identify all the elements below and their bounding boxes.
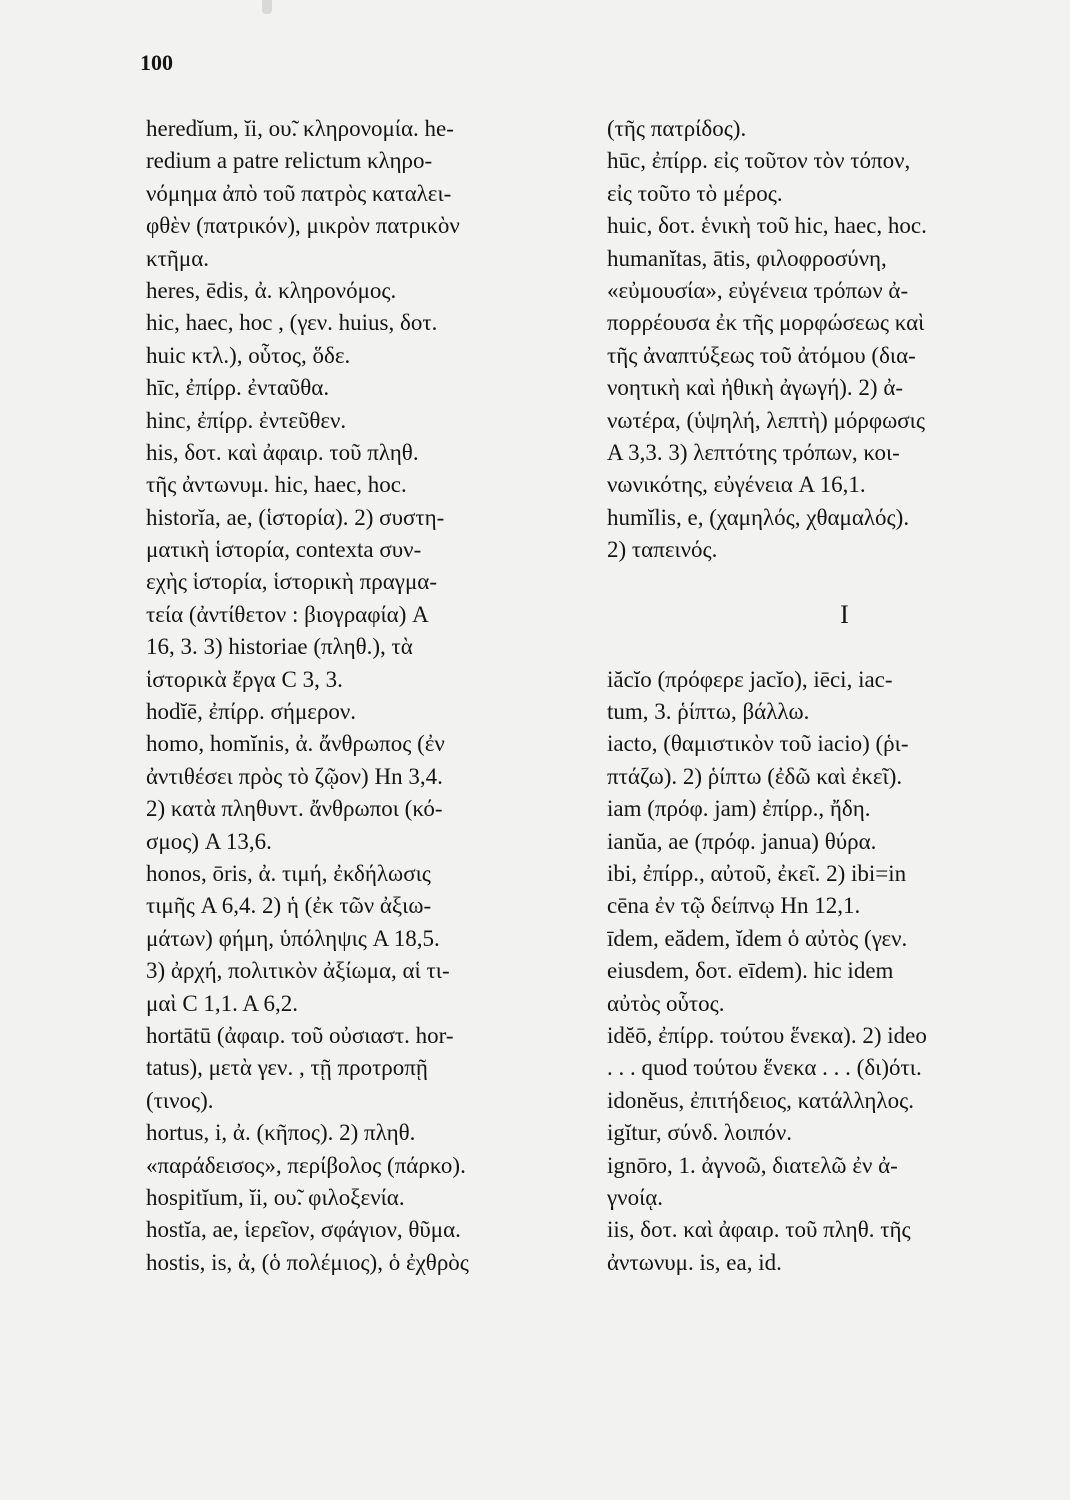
right-column-line: ignōro, 1. ἀγνοῶ, διατελῶ ἐν ἀ- [607, 1152, 898, 1178]
left-column-line: hortātū (ἀφαιρ. τοῦ οὐσιαστ. hor- [146, 1022, 454, 1048]
left-column-line: (τινος). [146, 1087, 214, 1113]
right-column-line: cēna ἐν τῷ δείπνῳ Hn 12,1. [607, 893, 861, 919]
right-column-line: A 3,3. 3) λεπτότης τρόπων, κοι- [607, 439, 900, 465]
left-column-line: honos, ōris, ἀ. τιμή, ἐκδήλωσις [146, 860, 431, 886]
right-column-line: γνοίᾳ. [607, 1184, 664, 1210]
right-column-line: iacto, (θαμιστικὸν τοῦ iacio) (ῥι- [607, 731, 909, 757]
right-column-line: humanĭtas, ātis, φιλοφροσύνη, [607, 245, 887, 271]
left-column-line: redium a patre relictum κληρο- [146, 148, 433, 174]
right-column-top-entries [607, 113, 1042, 566]
right-column [607, 113, 1042, 1279]
left-column-line: ματικὴ ἱστορία, contexta συν- [146, 537, 422, 563]
right-column-line: humĭlis, e, (χαμηλός, χθαμαλός). [607, 504, 910, 530]
left-column-line: historĭa, ae, (ἱστορία). 2) συστη- [146, 504, 445, 530]
left-column-line: νόμημα ἀπὸ τοῦ πατρὸς καταλει- [146, 180, 452, 206]
right-column-line: πορρέουσα ἐκ τῆς μορφώσεως καὶ [607, 310, 925, 336]
left-column-line: hortus, i, ἀ. (κῆπος). 2) πληθ. [146, 1120, 416, 1146]
right-column-line: eiusdem, δοτ. eīdem). hic idem [607, 958, 894, 984]
right-column-line: (τῆς πατρίδος). [607, 116, 747, 141]
right-column-line: «εὐμουσία», εὐγένεια τρόπων ἀ- [607, 277, 909, 303]
left-column-line: 2) κατὰ πληθυντ. ἄνθρωποι (κό- [146, 796, 443, 822]
left-column [146, 113, 586, 1279]
left-column-line: hospitĭum, ĭi, ου̃. φιλοξενία. [146, 1184, 405, 1210]
section-letter: I [840, 599, 849, 629]
page-top-mark [262, 0, 272, 14]
left-column-line: τεία (ἀντίθετον : βιογραφία) A [146, 601, 429, 627]
right-column-line: igĭtur, σύνδ. λοιπόν. [607, 1120, 793, 1146]
left-column-line: τιμῆς A 6,4. 2) ἡ (ἐκ τῶν ἀξιω- [146, 893, 432, 919]
right-column-line: iam (πρόφ. jam) ἐπίρρ., ἤδη. [607, 796, 871, 822]
right-column-line: πτάζω). 2) ῥίπτω (ἐδῶ καὶ ἐκεῖ). [607, 763, 903, 789]
left-column-line: εχὴς ἱστορία, ἱστορικὴ πραγμα- [146, 569, 438, 595]
spacer [607, 631, 1042, 663]
left-column-line: hodĭē, ἐπίρρ. σήμερον. [146, 699, 357, 725]
right-column-line: ἀντωνυμ. is, ea, id. [607, 1249, 782, 1275]
right-column-line: τῆς ἀναπτύξεως τοῦ ἀτόμου (δια- [607, 342, 916, 368]
left-column-line: hic, haec, hoc , (γεν. huius, δοτ. [146, 310, 438, 336]
page-number: 100 [140, 50, 173, 75]
right-column-line: νοητικὴ καὶ ἠθικὴ ἀγωγή). 2) ἀ- [607, 375, 904, 401]
left-column-line: hostĭa, ae, ἱερεῖον, σφάγιον, θῦμα. [146, 1217, 461, 1243]
right-column-line: īdem, eădem, ĭdem ὁ αὐτὸς (γεν. [607, 925, 908, 951]
left-column-line: homo, homĭnis, ἀ. ἄνθρωπος (ἐν [146, 731, 445, 757]
spacer [607, 566, 1042, 598]
left-column-line: heredĭum, ĭi, ου̃. κληρονομία. he- [146, 116, 454, 141]
left-column-line: ἱστορικὰ ἔργα C 3, 3. [146, 666, 343, 692]
right-column-line: 2) ταπεινός. [607, 537, 718, 563]
left-column-line: ἀντιθέσει πρὸς τὸ ζῷον) Hn 3,4. [146, 763, 443, 789]
right-column-line: νωτέρα, (ὑψηλή, λεπτὴ) μόρφωσις [607, 407, 925, 433]
right-column-line: iăcĭo (πρόφερε jacĭo), iēci, iac- [607, 666, 893, 692]
right-column-line: idonĕus, ἐπιτήδειος, κατάλληλος. [607, 1087, 914, 1113]
right-column-line: . . . quod τούτου ἕνεκα . . . (δι)ότι. [607, 1055, 922, 1081]
right-column-line: ianŭa, ae (πρόφ. janua) θύρα. [607, 828, 877, 854]
left-column-line: hostis, is, ἀ, (ὁ πολέμιος), ὁ ἐχθρὸς [146, 1249, 469, 1275]
left-column-line: «παράδεισος», περίβολος (πάρκο). [146, 1152, 466, 1178]
right-column-bottom-entries [607, 664, 1042, 1279]
right-column-line: αὐτὸς οὗτος. [607, 990, 725, 1016]
left-column-line: his, δοτ. καὶ ἀφαιρ. τοῦ πληθ. [146, 439, 419, 465]
right-column-line: huic, δοτ. ἑνικὴ τοῦ hic, haec, hoc. [607, 213, 927, 239]
right-column-line: εἰς τοῦτο τὸ μέρος. [607, 180, 783, 206]
left-column-line: huic κτλ.), οὗτος, ὅδε. [146, 342, 351, 368]
left-column-line: φθὲν (πατρικόν), μικρὸν πατρικὸν [146, 213, 460, 239]
left-column-line: τῆς ἀντωνυμ. hic, haec, hoc. [146, 472, 407, 498]
left-column-line: μαὶ C 1,1. A 6,2. [146, 990, 298, 1016]
right-column-line: ibi, ἐπίρρ., αὐτοῦ, ἐκεῖ. 2) ibi=in [607, 860, 907, 886]
left-column-line: heres, ēdis, ἀ. κληρονόμος. [146, 277, 397, 303]
left-column-line: hīc, ἐπίρρ. ἐνταῦθα. [146, 375, 330, 401]
right-column-line: hūc, ἐπίρρ. εἰς τοῦτον τὸν τόπον, [607, 148, 911, 174]
left-column-line: κτῆμα. [146, 245, 209, 271]
left-column-line: 3) ἀρχή, πολιτικὸν ἀξίωμα, αἱ τι- [146, 958, 450, 984]
right-column-line: tum, 3. ῥίπτω, βάλλω. [607, 699, 810, 725]
left-column-line: hinc, ἐπίρρ. ἐντεῦθεν. [146, 407, 347, 433]
right-column-line: iis, δοτ. καὶ ἀφαιρ. τοῦ πληθ. τῆς [607, 1217, 911, 1243]
left-column-line: tatus), μετὰ γεν. , τῇ προτροπῇ [146, 1055, 428, 1081]
left-column-line: 16, 3. 3) historiae (πληθ.), τὰ [146, 634, 413, 660]
right-column-line: idĕō, ἐπίρρ. τούτου ἕνεκα). 2) ideo [607, 1022, 927, 1048]
left-column-line: μάτων) φήμη, ὑπόληψις A 18,5. [146, 925, 440, 951]
left-column-line: σμος) A 13,6. [146, 828, 272, 854]
right-column-line: νωνικότης, εὐγένεια A 16,1. [607, 472, 866, 498]
